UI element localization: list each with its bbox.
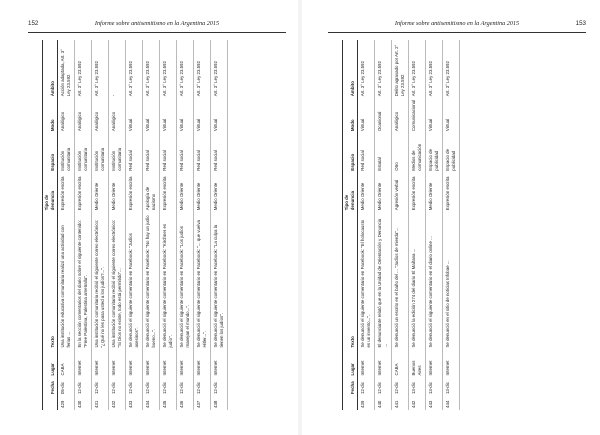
table-cell: 13-dic [409, 377, 426, 396]
table-cell: Virtual [443, 98, 460, 133]
table-cell: Art. 3° Ley 23.592 [358, 40, 375, 98]
table-cell: 12-dic [194, 377, 211, 396]
table-cell: Se denunció el siguiente comentario en Facebook: "El holocausto es un invento...". [358, 212, 375, 349]
table-cell: Una institución comunitaria recibió el siguiente correo electrónico: "Si Dios no existe, todo está permitido"... [109, 212, 126, 349]
table-cell: Virtual [177, 98, 194, 133]
table-row [194, 40, 211, 410]
table-cell: Medio Oriente [375, 173, 392, 213]
table-row [109, 40, 126, 410]
table-cell: Una institución educativa comunitaria realizó una actividad con ferias ... [58, 212, 75, 349]
table-cell: Art. 3° Ley 23.592 [194, 40, 211, 98]
table-cell: 438 [211, 396, 228, 410]
table-cell: Analógico [58, 98, 75, 133]
table-cell: Analógico [109, 98, 126, 133]
table-cell: Internet [75, 350, 92, 378]
table-cell: Virtual [160, 98, 177, 133]
table-cell: 443 [426, 396, 443, 410]
table-cell: Red social [160, 133, 177, 173]
table-cell: Art. 3° Ley 23.592 [143, 40, 160, 98]
left-running-header [28, 18, 286, 33]
table-cell: 12-dic [143, 377, 160, 396]
table-cell: Una institución comunitaria recibió el siguiente correo electrónico: "¿Qué no les pasa usted a los judíos?...". [92, 212, 109, 349]
table-cell: Art. 3° Ley 23.592 [160, 40, 177, 98]
table-cell: Se denunció el siguiente comentario en Facebook: "Los judíos manejan el mundo...". [177, 212, 194, 349]
table-cell: Se denunció el siguiente comentario en Facebook: "... que vuelva Hitler...". [194, 212, 211, 349]
table-cell: Art. 3° Ley 23.592 [92, 40, 109, 98]
table-row [358, 40, 375, 410]
table-cell: Expresión escrita [160, 173, 177, 213]
table-cell: Se denunció el siguiente comentario en Facebook: "Judíos asesinos". [126, 212, 143, 349]
table-cell: 441 [392, 396, 409, 410]
table-cell: Art. 3° Ley 23.592 [409, 40, 426, 98]
table-cell: Art. 3° Ley 23.592 [426, 40, 443, 98]
table-cell: 429 [58, 396, 75, 410]
table-cell: 440 [375, 396, 392, 410]
table-cell: Se denunció el siguiente comentario en Facebook: "La culpa la tienen los judíos". [211, 212, 228, 349]
table-row [58, 40, 75, 410]
table-cell: Se denunció el siguiente comentario en el diario online ... [426, 212, 443, 349]
table-cell: Expresión escrita [409, 173, 426, 213]
column-header: Texto [343, 212, 358, 349]
table-cell: Red social [358, 133, 375, 173]
table-cell: 434 [143, 396, 160, 410]
right-page-number: 153 [575, 20, 586, 27]
table-cell: Expresión escrita [58, 173, 75, 213]
column-header: Tipo de denuncia [343, 173, 358, 213]
right-rotated-table [342, 40, 586, 410]
table-cell: Internet [143, 350, 160, 378]
table-cell: Agresión verbal [392, 173, 409, 213]
column-header: Fecha [43, 377, 58, 396]
table-cell: Virtual [194, 98, 211, 133]
table-cell: 436 [177, 396, 194, 410]
table-cell: Virtual [211, 98, 228, 133]
table-cell: Ocasional [375, 98, 392, 133]
table-cell: Otro [392, 133, 409, 173]
table-cell: 13-dic [443, 377, 460, 396]
table-row [426, 40, 443, 410]
table-cell: CABA [392, 350, 409, 378]
table-cell: 12-dic [177, 377, 194, 396]
table-cell: Internet [194, 350, 211, 378]
table-cell: Art. 3° Ley 23.592 [177, 40, 194, 98]
table-cell: Buenos Aires [409, 350, 426, 378]
table-cell: Acción adaptada, Art. 3° Ley 23.592 [58, 40, 75, 98]
column-header: Modo [343, 98, 358, 133]
table-cell: Virtual [143, 98, 160, 133]
column-header: Modo [43, 98, 58, 133]
table-cell: Red social [177, 133, 194, 173]
table-cell: Art. 3° Ley 23.592 [375, 40, 392, 98]
table-cell: Medio Oriente [92, 173, 109, 213]
table-cell: Comunicacional [409, 98, 426, 133]
table-row [75, 40, 92, 410]
column-header: Ámbito [343, 40, 358, 98]
table-cell: 442 [409, 396, 426, 410]
table-cell: Art. 3° Ley 23.592 [211, 40, 228, 98]
table-cell: Estatal [375, 133, 392, 173]
right-table-body [358, 40, 460, 410]
table-row [375, 40, 392, 410]
table-cell: Internet [177, 350, 194, 378]
table-cell: Espacio de publicidad [443, 133, 460, 173]
column-header: Lugar [343, 350, 358, 378]
table-cell: Internet [126, 350, 143, 378]
table-cell: Espacio de publicidad [426, 133, 443, 173]
table-cell: Delito agravado por Art. 2° Ley 23.592 [392, 40, 409, 98]
column-header: Texto [43, 212, 58, 349]
table-cell: Medios de comunicación [409, 133, 426, 173]
table-cell: Red social [143, 133, 160, 173]
left-table-body [58, 40, 228, 410]
table-cell: Institución comunitaria [75, 133, 92, 173]
table-cell: Expresión escrita [75, 173, 92, 213]
table-cell: Art. 3° Ley 23.592 [443, 40, 460, 98]
column-header: Ámbito [43, 40, 58, 98]
table-cell: Internet [160, 350, 177, 378]
table-row [392, 40, 409, 410]
table-cell: Internet [358, 350, 375, 378]
table-row [409, 40, 426, 410]
table-cell: Internet [109, 350, 126, 378]
table-cell: Analógico [75, 98, 92, 133]
table-cell: 12-dic [109, 377, 126, 396]
table-row [443, 40, 460, 410]
table-cell: CABA [58, 350, 75, 378]
table-row [126, 40, 143, 410]
table-cell: 444 [443, 396, 460, 410]
table-cell: Se denunció en el sitio de noticias Infobae ... [443, 212, 460, 349]
table-row [160, 40, 177, 410]
left-rotated-table [42, 40, 286, 410]
table-cell: Medio Oriente [211, 173, 228, 213]
table-cell: 13-dic [426, 377, 443, 396]
column-header: Fecha [343, 377, 358, 396]
right-table [342, 40, 460, 410]
table-cell: - [109, 40, 126, 98]
table-cell: Analógico [92, 98, 109, 133]
table-cell: Se denunció el siguiente comentario en Facebook: "No hay un judío bueno...". [143, 212, 160, 349]
table-cell: Analógico [392, 98, 409, 133]
table-cell: Red social [126, 133, 143, 173]
table-cell: Institución comunitaria [109, 133, 126, 173]
table-row [177, 40, 194, 410]
table-cell: Art. 3° Ley 23.592 [75, 40, 92, 98]
table-cell: Internet [211, 350, 228, 378]
column-header: Tipo de denuncia [43, 173, 58, 213]
table-row [211, 40, 228, 410]
table-cell: Medio Oriente [426, 173, 443, 213]
table-cell: 431 [92, 396, 109, 410]
table-row [143, 40, 160, 410]
left-table-header [43, 40, 58, 410]
table-cell: 05-dic [58, 377, 75, 396]
column-header [43, 396, 58, 410]
table-cell: 433 [126, 396, 143, 410]
table-cell: 12-dic [92, 377, 109, 396]
table-cell: 12-dic [375, 377, 392, 396]
left-table [42, 40, 228, 410]
table-cell: Medio Oriente [358, 173, 375, 213]
table-cell: Institución comunitaria [58, 133, 75, 173]
table-cell: 12-dic [160, 377, 177, 396]
table-cell: Internet [92, 350, 109, 378]
table-cell: Internet [375, 350, 392, 378]
table-cell: 439 [358, 396, 375, 410]
column-header: Espacio [43, 133, 58, 173]
table-cell: Se denunció un escrito en el baño del ... "Judíos de mierda"... [392, 212, 409, 349]
table-cell: Red social [211, 133, 228, 173]
table-cell: 437 [194, 396, 211, 410]
column-header: Espacio [343, 133, 358, 173]
table-cell: Internet [443, 350, 460, 378]
table-cell: Se denunció el siguiente comentario en Facebook: "Kirchner es judío". [160, 212, 177, 349]
right-running-header [328, 18, 586, 33]
table-cell: 12-dic [392, 377, 409, 396]
table-cell: Expresión escrita [443, 173, 460, 213]
table-cell: Internet [426, 350, 443, 378]
table-cell: 432 [109, 396, 126, 410]
table-cell: Medio Oriente [109, 173, 126, 213]
table-cell: 12-dic [126, 377, 143, 396]
table-cell: 12-dic [211, 377, 228, 396]
table-cell: En la sección comentarios del diario sobre el siguiente contenido: "Free Palestina, Palestina ametralla". [75, 212, 92, 349]
table-cell: Medio Oriente [194, 173, 211, 213]
table-cell: 12-dic [358, 377, 375, 396]
right-page [300, 0, 600, 435]
table-cell: 430 [75, 396, 92, 410]
table-cell: Institución comunitaria [92, 133, 109, 173]
table-cell: Virtual [126, 98, 143, 133]
right-table-header [343, 40, 358, 410]
table-cell: El denunciante relató que en la Unidad de Orientación y Denuncia ... [375, 212, 392, 349]
table-cell: Virtual [358, 98, 375, 133]
table-cell: Art. 3° Ley 23.592 [126, 40, 143, 98]
table-cell: 435 [160, 396, 177, 410]
table-cell: Red social [194, 133, 211, 173]
table-cell: Medio Oriente [177, 173, 194, 213]
left-page-number: 152 [28, 20, 39, 27]
right-running-title: Informe sobre antisemitismo en la Argentina 2015 [394, 20, 520, 27]
table-cell: Apología de nazismo [143, 173, 160, 213]
column-header [343, 396, 358, 410]
table-cell: Virtual [426, 98, 443, 133]
table-row [92, 40, 109, 410]
left-running-title: Informe sobre antisemitismo en la Argentina 2015 [94, 20, 220, 27]
table-cell: 12-dic [75, 377, 92, 396]
column-header: Lugar [43, 350, 58, 378]
table-cell: Se denunció la edición 274 del diario El Mañana ... [409, 212, 426, 349]
table-cell: Expresión escrita [126, 173, 143, 213]
